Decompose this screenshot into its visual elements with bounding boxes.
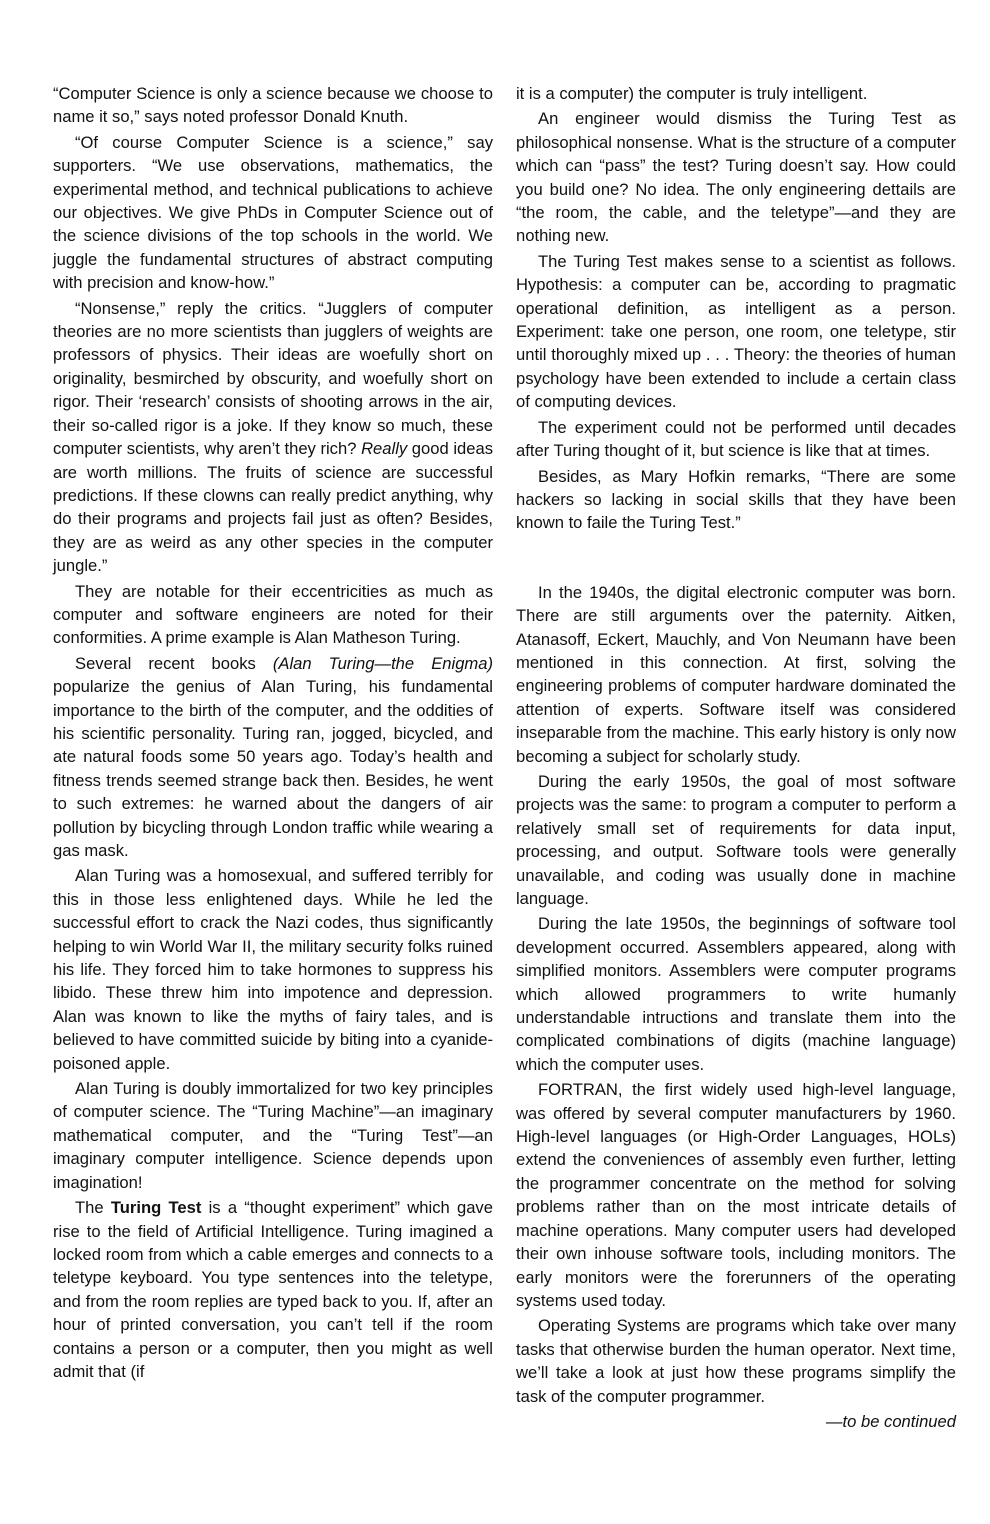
paragraph-turing-test xyxy=(53,1196,493,1383)
paragraph-continuation: it is a computer) the computer is truly intelligent. xyxy=(516,84,868,103)
books-text-b: popularize the genius of Alan Turing, his fundamental importance to the birth of the computer, and the oddities of his scientific personality. Turing ran, jogged, bicycled, and ate natural foods some 50 years ago. Today’s health and fitness trends seemed strange back then. Besides, he went to such extremes: he warned about the dangers of air pollution by bicycling through London traffic while wearing a gas mask. xyxy=(53,677,493,860)
turing-test-term: Turing Test xyxy=(110,1198,202,1218)
paragraph-eccentricities: They are notable for their eccentricities as much as computer and software engineers are noted for their conformities. A prime example is Alan Matheson Turing. xyxy=(53,581,493,648)
critics-text-a: “Nonsense,” reply the critics. “Jugglers of computer theories are no more scientists than jugglers of weights are professors of physics. Their ideas are woefully short on originality, besmirched by obscurity, and woefully short on rigor. Their ‘research’ consists of shooting arrows in the air, their so-called rigor is a joke. If they know so much, these computer scientists, why aren’t they rich? xyxy=(53,298,493,459)
section-gap xyxy=(516,537,956,581)
paragraph-hofkin-quote: Besides, as Mary Hofkin remarks, “There are some hackers so lacking in social skills that they have been known to faile the Turing Test.” xyxy=(516,466,956,533)
books-text-a: Several recent books xyxy=(75,653,273,673)
paragraph-early-1950s: During the early 1950s, the goal of most software projects was the same: to program a computer to perform a relatively small set of requirements for data input, processing, and output. Software tools were generally unavailable, and coding was usually done in machine language. xyxy=(516,771,956,908)
paragraph-experiment: The experiment could not be performed until decades after Turing thought of it, but science is like that at times. xyxy=(516,417,956,461)
critics-emphasis: Really xyxy=(361,439,408,459)
paragraph-knuth-quote: “Computer Science is only a science because we choose to name it so,” says noted professor Donald Knuth. xyxy=(53,84,493,127)
paragraph-supporters: “Of course Computer Science is a science,” say supporters. “We use observations, mathematics, the experimental method, and technical publications to achieve our objectives. We give PhDs in Computer Science out of the science divisions of the top schools in the world. We juggle the fundamental structures of abstract computing with precision and know-how.” xyxy=(53,132,493,293)
critics-text-b: good ideas are worth millions. The fruits of science are successful predictions. If these clowns can really predict anything, why do their programs and projects fail just as often? Besides, they are as weird as any other species in the computer jungle.” xyxy=(53,439,493,576)
book-title: (Alan Turing—the Enigma) xyxy=(272,653,493,673)
paragraph-turing-life: Alan Turing was a homosexual, and suffered terribly for this in those less enlightened days. While he led the successful effort to crack the Nazi codes, thus significantly helping to win World War II, the military security folks ruined his life. They forced him to take hormones to suppress his libido. These threw him into impotence and depression. Alan was known to like the myths of fairy tales, and is believed to have committed suicide by biting into a cyanide-poisoned apple. xyxy=(53,866,493,1073)
paragraph-immortalized: Alan Turing is doubly immortalized for two key principles of computer science. The “Turing Machine”—an imaginary mathematical computer, and the “Turing Test”—an imaginary computer intelligence. Science depends upon imagination! xyxy=(53,1079,493,1192)
paragraph-scientist-view: The Turing Test makes sense to a scientist as follows. Hypothesis: a computer can be, according to pragmatic operational definition, as intelligent as a person. Experiment: take one person, one room, one teletype, stir until thoroughly mixed up . . . Theory: the theories of human psychology have been extended to include a certain class of computing devices. xyxy=(516,251,956,412)
turing-test-text-b: is a “thought experiment” which gave rise to the field of Artificial Intelligence. Turing imagined a locked room from which a cable emerges and connects to a teletype keyboard. You type sentences into the teletype, and from the room replies are typed back to you. If, after an hour of printed conversation, you can’t tell if the room contains a person or a computer, then you might as well admit that (if xyxy=(53,1198,493,1381)
paragraph-critics xyxy=(53,297,493,578)
left-column xyxy=(53,82,493,1385)
paragraph-recent-books xyxy=(53,652,493,863)
right-column xyxy=(516,82,956,1433)
turing-test-text-a: The xyxy=(75,1198,111,1218)
paragraph-engineer-view: An engineer would dismiss the Turing Test as philosophical nonsense. What is the structure of a computer which can “pass” the test? Turing doesn’t say. How could you build one? No idea. The only engineering dettails are “the room, the cable, and the teletype”—and they are nothing new. xyxy=(516,109,956,246)
paragraph-late-1950s: During the late 1950s, the beginnings of software tool development occurred. Assemblers appeared, along with simplified monitors. Assemblers were computer programs which allowed programmers to write humanly understandable intructions and translate them into the complicated combinations of digits (machine language) which the computer uses. xyxy=(516,914,956,1074)
signoff-to-be-continued: —to be continued xyxy=(825,1411,956,1431)
paragraph-fortran: FORTRAN, the first widely used high-level language, was offered by several computer manufacturers by 1960. High-level languages (or High-Order Languages, HOLs) extend the conveniences of assembly even further, letting the programmer concentrate on the method for solving problems rather than on the most intricate details of machine operations. Many computer users had developed their own inhouse software tools, including monitors. The early monitors were the forerunners of the operating systems used today. xyxy=(516,1080,956,1310)
paragraph-1940s: In the 1940s, the digital electronic computer was born. There are still arguments over the paternity. Aitken, Atanasoff, Eckert, Mauchly, and Von Neumann have been mentioned in this connection. At first, solving the engineering problems of computer hardware dominated the attention of experts. Software itself was considered inseparable from the machine. This early history is only now becoming a subject for scholarly study. xyxy=(516,582,956,766)
paragraph-operating-systems: Operating Systems are programs which take over many tasks that otherwise burden the human operator. Next time, we’ll take a look at just how these programs simplify the task of the computer programmer. xyxy=(516,1316,956,1406)
